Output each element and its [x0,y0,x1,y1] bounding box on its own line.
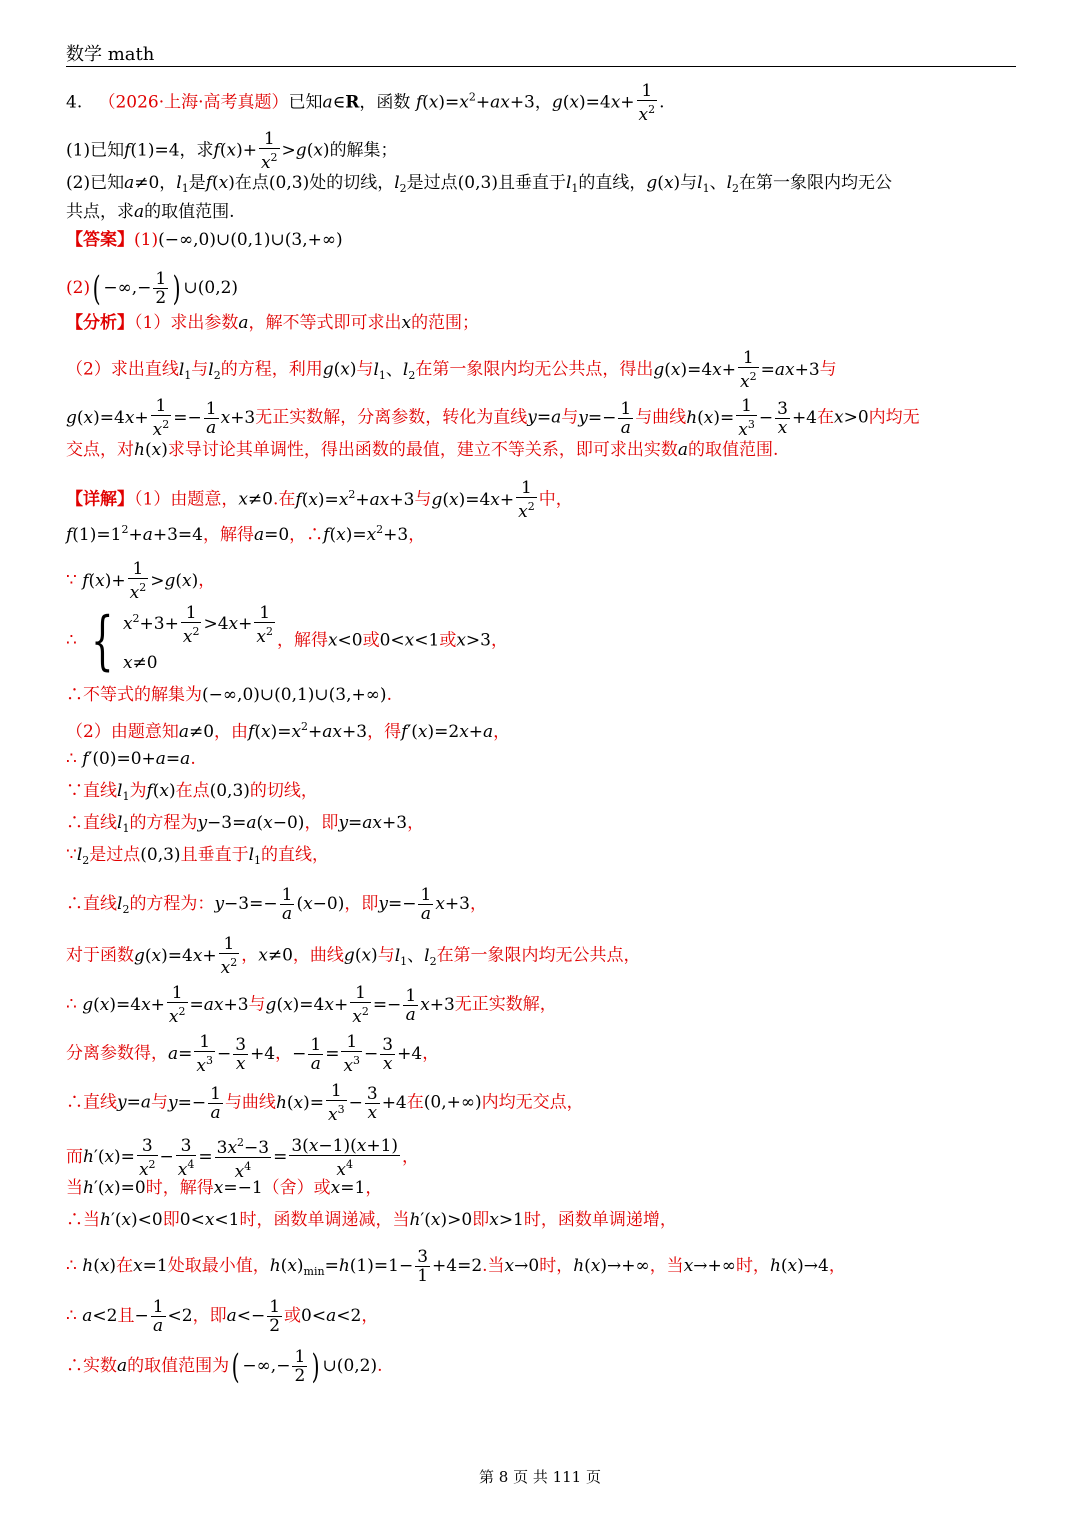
detail-line19: ∴ h(x)在x=1处取最小值，$h(x)_{min}=h(1)=1-$ $\frac{3}{1}$ +4=2.当x→0时，h(x)→+∞，当x→+∞时，h(x)→4， [66,1247,846,1286]
detail-line5: ∴不等式的解集为(−∞,0)∪(0,1)∪(3,+∞). [66,685,392,705]
detail-line7: ∴ f′(0)=0+a=a. [66,749,196,769]
detail-line14: 分离参数得，a= $\frac{1}{x^3}$ − $\frac{3}{x}$ +4，− $\frac{1}{a}$ = $\frac{1}{x^3}$ − $\frac{3}{x}$ +4， [66,1032,440,1076]
problem-part2-line2: 共点，求a的取值范围. [66,202,235,222]
detail-line4: ∴ { $x^2+3+$ $\frac{1}{x^2}$ >4x+ $\frac{1}{x^2}$ x≠0 ，解得x<0或0<x<1或x>3， [66,602,508,678]
detail-line15: ∴直线y=a与y=− $\frac{1}{a}$ 与曲线h(x)= $\frac{1}{x^3}$ − $\frac{3}{x}$ +4在(0,+∞)内均无交点， [66,1081,584,1125]
detail-line6: （2）由题意知a≠0，由$f(x)=x^2+ax+3$，得f′(x)=2x+a， [66,720,511,742]
detail-line20: ∴ a<2且− $\frac{1}{a}$ <2，即a<− $\frac{1}{2}$ 或0<a<2， [66,1297,379,1336]
analysis-line4: 交点，对h(x)求导讨论其单调性，得出函数的最值，建立不等关系，即可求出实数a的取值范围. [66,440,779,460]
detail-line13: ∴ g(x)=4x+ $\frac{1}{x^2}$ =ax+3与g(x)=4x+ $\frac{1}{x^2}$ =− $\frac{1}{a}$ x+3无正实数解， [66,983,557,1027]
detail-line12: 对于函数g(x)=4x+ $\frac{1}{x^2}$ ，x≠0，曲线g(x)与$l_1$、$l_2$在第一象限内均无公共点， [66,934,641,978]
analysis-label: 【分析】 [66,313,134,333]
page-header [66,40,1016,67]
detail-line1: 【详解】（1）由题意，x≠0.在$f(x)=x^2+ax+3$与g(x)=4x+ $\frac{1}{x^2}$ 中， [66,478,573,522]
analysis-line1: 【分析】（1）求出参数a，解不等式即可求出x的范围； [66,313,480,333]
page-number: 第 8 页 共 111 页 [478,1468,601,1486]
detail-line17: 当h′(x)=0时，解得x=−1（舍）或x=1， [66,1178,383,1198]
detail-line9: ∴直线$l_1$的方程为y−3=a(x−0)，即y=ax+3， [66,813,425,835]
answer-line2: (2)( −∞,− $\frac{1}{2}$ ) ∪(0,2) [66,268,239,309]
page-footer [0,1466,1080,1487]
analysis-line3: g(x)=4x+ $\frac{1}{x^2}$ =− $\frac{1}{a}$ x+3无正实数解，分离参数，转化为直线y=a与y=− $\frac{1}{a}$ 与曲线h(x)= $\frac{1}{x^3}$ − $\frac{3}{x}$ +4在x>0内均无 [66,396,920,440]
problem-part2-line1: (2)已知a≠0，$l_1$是f(x)在点(0,3)处的切线，$l_2$是过点(0,3)且垂直于$l_1$的直线，g(x)与$l_1$、$l_2$在第一象限内均无公 [66,173,893,195]
answer-label: 【答案】 [66,230,134,250]
detail-line21: ∴实数a的取值范围为( −∞,− $\frac{1}{2}$ ) ∪(0,2). [66,1346,383,1387]
problem-part1: (1)已知f(1)=4，求f(x)+ $\frac{1}{x^2}$ >g(x)的解集； [66,129,398,173]
problem-source: （2026·上海·高考真题） [98,92,289,113]
detail-line8: ∵直线$l_1$为f(x)在点(0,3)的切线， [66,781,318,803]
header-subject: 数学 math [66,44,155,65]
problem-stem: 4. （2026·上海·高考真题）已知a∈R，函数 $f(x)=x^2+ax+3$，g(x)=4x+ $\frac{1}{x^2}$ . [66,81,665,125]
detail-line10: $\because l_2$是过点(0,3)且垂直于$l_1$的直线， [66,845,330,867]
answer-line1: 【答案】(1)(−∞,0)∪(0,1)∪(3,+∞) [66,230,343,250]
detail-line3: ∵ f(x)+ $\frac{1}{x^2}$ >g(x)， [66,559,216,603]
detail-line18: ∴当h′(x)<0即0<x<1时，函数单调递减，当h′(x)>0即x>1时，函数单调递增， [66,1210,677,1230]
detail-line16: 而h′(x)= $\frac{3}{x^2}$ − $\frac{3}{x^4}$ = $\frac{3x^2-3}{x^4}$ = $\frac{3(x-1)(x+1)}{x^4}$ ， [66,1135,420,1182]
detail-line11: ∴直线$l_2$的方程为：y−3=− $\frac{1}{a}$ (x−0)，即y=− $\frac{1}{a}$ x+3， [66,885,487,924]
detail-label: 【详解】 [66,489,134,510]
analysis-line2: （2）求出直线$l_1$与$l_2$的方程，利用g(x)与$l_1$、$l_2$在第一象限内均无公共点，得出g(x)=4x+ $\frac{1}{x^2}$ =ax+3与 [66,348,837,392]
detail-line2: $f(1)=1^2+a+3=4$，解得a=0，$\therefore f(x)=x^2+3$， [66,523,426,545]
